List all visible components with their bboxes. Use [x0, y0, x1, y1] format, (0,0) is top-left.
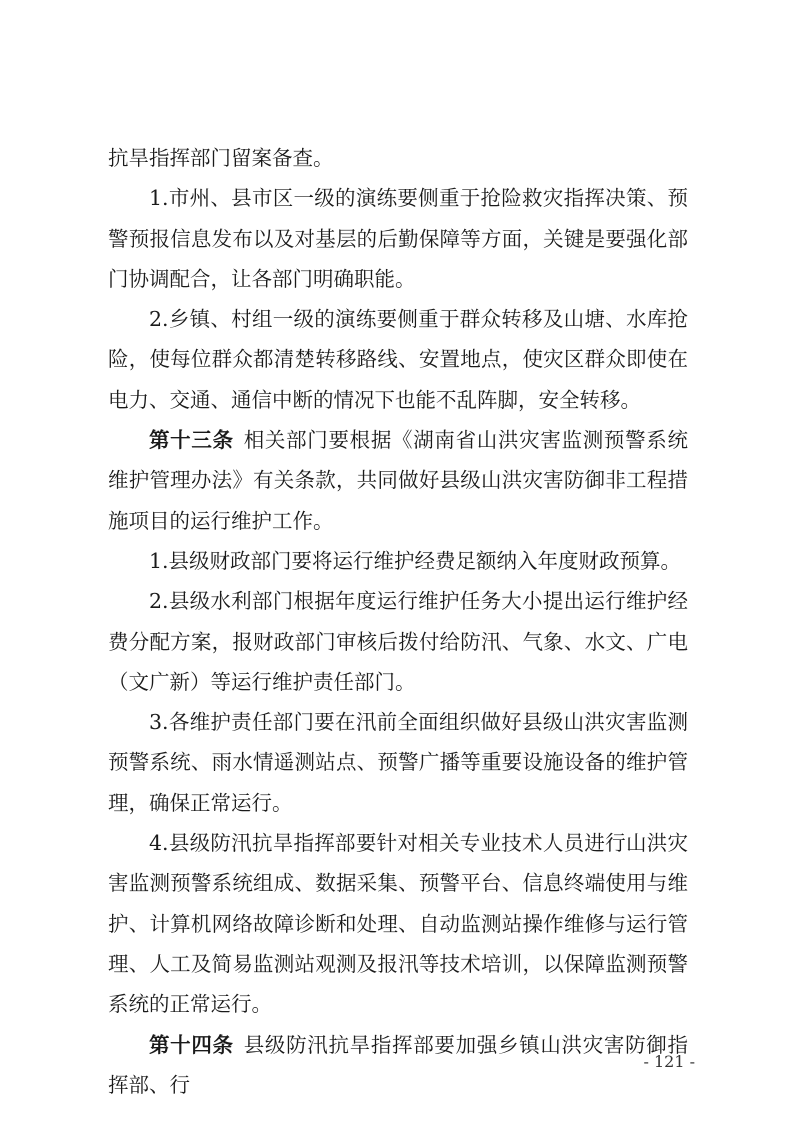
body-paragraph	[108, 541, 688, 581]
page-number: - 121 -	[643, 1052, 695, 1071]
paragraph-text: 2.县级水利部门根据年度运行维护任务大小提出运行维护经费分配方案，报财政部门审核后拨付给防汛、气象、水文、广电（文广新）等运行维护责任部门。	[108, 589, 688, 694]
article-paragraph	[108, 1025, 688, 1106]
body-paragraph	[108, 178, 688, 299]
document-body	[108, 138, 688, 1105]
article-label: 第十三条	[149, 428, 234, 453]
paragraph-text: 相关部门要根据《湖南省山洪灾害监测预警系统维护管理办法》有关条款，共同做好县级山洪灾害防御非工程措施项目的运行维护工作。	[108, 428, 688, 533]
paragraph-text: 县级防汛抗旱指挥部要加强乡镇山洪灾害防御指挥部、行	[108, 1032, 688, 1097]
body-paragraph	[108, 823, 688, 1024]
paragraph-text: 3.各维护责任部门要在汛前全面组织做好县级山洪灾害监测预警系统、雨水情遥测站点、预警广播等重要设施设备的维护管理，确保正常运行。	[108, 710, 688, 815]
paragraph-text: 抗旱指挥部门留案备查。	[108, 146, 334, 170]
paragraph-text: 4.县级防汛抗旱指挥部要针对相关专业技术人员进行山洪灾害监测预警系统组成、数据采集、预警平台、信息终端使用与维护、计算机网络故障诊断和处理、自动监测站操作维修与运行管理、人工及简易监测站观测及报汛等技术培训，以保障监测预警系统的正常运行。	[108, 831, 688, 1017]
article-paragraph	[108, 420, 688, 541]
body-paragraph	[108, 702, 688, 823]
body-paragraph	[108, 299, 688, 420]
article-label: 第十四条	[149, 1032, 234, 1057]
paragraph-text: 1.县级财政部门要将运行维护经费足额纳入年度财政预算。	[149, 548, 682, 573]
paragraph-text: 1.市州、县市区一级的演练要侧重于抢险救灾指挥决策、预警预报信息发布以及对基层的后勤保障等方面，关键是要强化部门协调配合，让各部门明确职能。	[108, 186, 688, 291]
body-paragraph	[108, 581, 688, 702]
body-paragraph	[108, 138, 688, 178]
paragraph-text: 2.乡镇、村组一级的演练要侧重于群众转移及山塘、水库抢险，使每位群众都清楚转移路线、安置地点，使灾区群众即使在电力、交通、通信中断的情况下也能不乱阵脚，安全转移。	[108, 307, 688, 412]
